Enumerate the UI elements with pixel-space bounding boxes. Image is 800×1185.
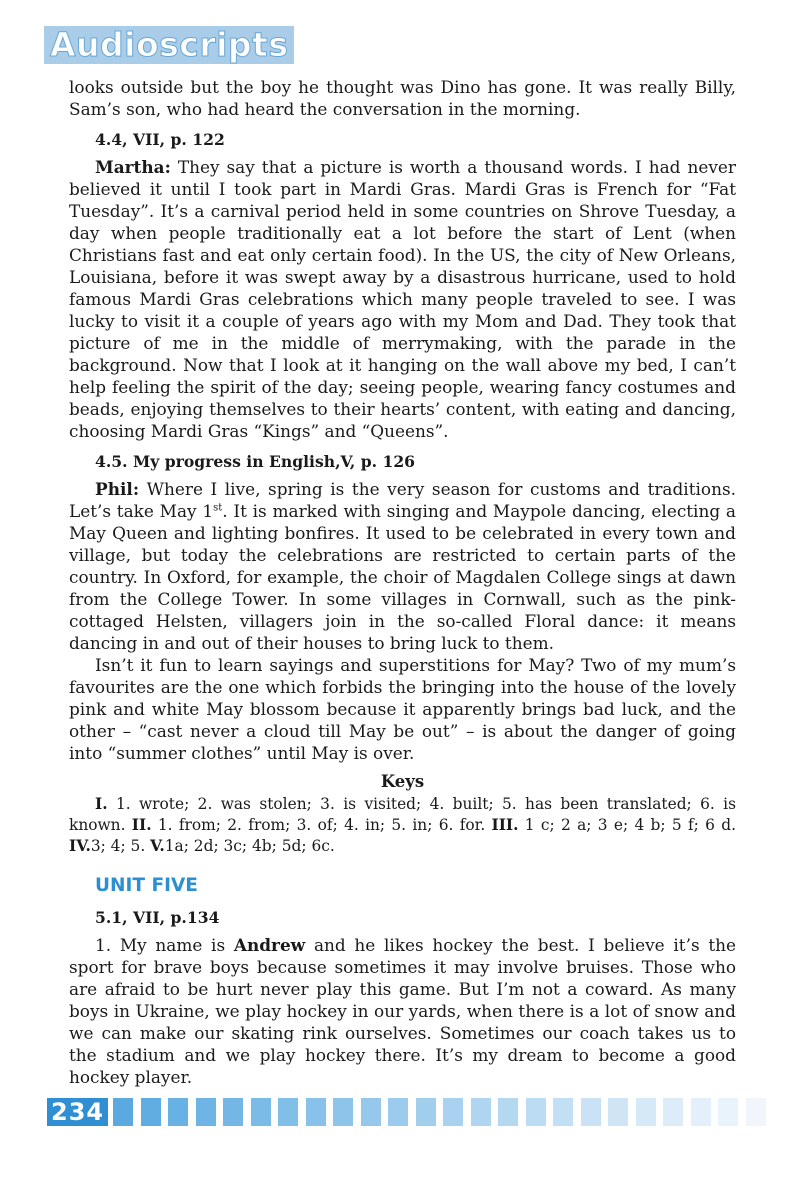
phil-text-sup: st bbox=[213, 502, 223, 514]
martha-text: They say that a picture is worth a thousand words. I had never believed it until I took part in Mardi Gras. Mardi Gras is French for “Fat Tuesday”. It’s a carnival period held in some countries on Shrove Tuesday, a day when people traditionally eat a lot before the start of Lent (when Christians fast and eat only certain food). In the US, the city of New Orleans, Louisiana, before it was swept away by a disastrous hurricane, used to hold famous Mardi Gras celebrations which many people traveled to see. I was lucky to visit it a couple of years ago with my Mom and Dad. They took that picture of me in the middle of merrymaking, with the parade in the background. Now that I look at it hanging on the wall above my bed, I can’t help feeling the spirit of the day; seeing people, wearing fancy costumes and beads, enjoying themselves to their hearts’ content, with eating and dancing, choosing Mardi Gras “Kings” and “Queens”. bbox=[69, 157, 736, 441]
footer-square bbox=[306, 1098, 326, 1126]
footer-square bbox=[498, 1098, 518, 1126]
keys-i-label: I. bbox=[95, 795, 108, 813]
footer-square bbox=[718, 1098, 738, 1126]
phil-text-b: . It is marked with singing and Maypole dancing, electing a May Queen and lighting bonfires. It used to be celebrated in every town and village, but today the celebrations are restricted to certain parts of the country. In Oxford, for example, the choir of Magdalen College sings at dawn from the College Tower. In some villages in Cornwall, such as the pink-cottaged Helsten, villagers join in the so-called Floral dance: it means dancing in and out of their houses to bring luck to them. bbox=[69, 501, 736, 653]
footer-square bbox=[141, 1098, 161, 1126]
footer-square bbox=[278, 1098, 298, 1126]
footer-square bbox=[608, 1098, 628, 1126]
phil-paragraph bbox=[69, 478, 736, 654]
keys-iii-label: III. bbox=[491, 816, 519, 834]
page-header-title: Audioscripts bbox=[44, 26, 294, 64]
keys-ii-label: II. bbox=[131, 816, 152, 834]
martha-paragraph bbox=[69, 156, 736, 442]
footer-square bbox=[471, 1098, 491, 1126]
page-footer bbox=[47, 1098, 757, 1126]
footer-square bbox=[581, 1098, 601, 1126]
section-ref-5-1: 5.1, VII, p.134 bbox=[95, 908, 220, 927]
page-content bbox=[69, 76, 736, 1088]
continuation-paragraph: looks outside but the boy he thought was Dino has gone. It was really Billy, Sam’s son, who had heard the conversation in the morning. bbox=[69, 77, 736, 119]
unit-five-title: UNIT FIVE bbox=[95, 875, 198, 896]
footer-square bbox=[636, 1098, 656, 1126]
keys-iii-text: 1 c; 2 a; 3 e; 4 b; 5 f; 6 d. bbox=[518, 816, 736, 834]
section-ref-4-4: 4.4, VII, p. 122 bbox=[95, 130, 225, 149]
andrew-paragraph bbox=[69, 934, 736, 1088]
footer-square bbox=[113, 1098, 133, 1126]
footer-square bbox=[526, 1098, 546, 1126]
keys-v-label: V. bbox=[150, 837, 165, 855]
footer-square bbox=[168, 1098, 188, 1126]
footer-square bbox=[691, 1098, 711, 1126]
footer-square bbox=[553, 1098, 573, 1126]
footer-square bbox=[251, 1098, 271, 1126]
keys-ii-text: 1. from; 2. from; 3. of; 4. in; 5. in; 6. for. bbox=[151, 816, 492, 834]
keys-paragraph bbox=[69, 794, 736, 857]
footer-square bbox=[223, 1098, 243, 1126]
page-number: 234 bbox=[47, 1098, 108, 1126]
phil-text-a: Where I live, spring is the very season for customs and traditions. Let’s take May 1 bbox=[69, 479, 736, 521]
footer-square bbox=[416, 1098, 436, 1126]
speaker-martha: Martha: bbox=[95, 157, 171, 177]
speaker-phil: Phil: bbox=[95, 479, 140, 499]
footer-square bbox=[196, 1098, 216, 1126]
footer-square bbox=[361, 1098, 381, 1126]
footer-square bbox=[388, 1098, 408, 1126]
keys-i-text: 1. wrote; 2. was stolen; 3. is visited; 4. built; 5. has been translated; 6. is known. bbox=[69, 795, 736, 834]
keys-v-text: 1a; 2d; 3c; 4b; 5d; 6c. bbox=[164, 837, 335, 855]
footer-square bbox=[333, 1098, 353, 1126]
keys-iv-text: 3; 4; 5. bbox=[90, 837, 151, 855]
footer-square bbox=[663, 1098, 683, 1126]
andrew-name: Andrew bbox=[233, 935, 306, 955]
phil-paragraph-2: Isn’t it fun to learn sayings and superstitions for May? Two of my mum’s favourites are the one which forbids the bringing into the house of the lovely pink and white May blossom because it apparently brings bad luck, and the other – “cast never a cloud till May be out” – is about the danger of going into “summer clothes” until May is over. bbox=[69, 655, 736, 763]
section-ref-4-5: 4.5. My progress in English,V, p. 126 bbox=[95, 452, 416, 471]
keys-iv-label: IV. bbox=[69, 837, 91, 855]
footer-square bbox=[443, 1098, 463, 1126]
footer-square bbox=[746, 1098, 766, 1126]
andrew-text-a: 1. My name is bbox=[95, 935, 234, 955]
andrew-text-b: and he likes hockey the best. I believe it’s the sport for brave boys because sometimes it may involve bruises. Those who are afraid to be hurt never play this game. But I’m not a coward. As many boys in Ukraine, we play hockey in our yards, when there is a lot of snow and we can make our skating rink ourselves. Sometimes our coach takes us to the stadium and we play hockey there. It’s my dream to become a good hockey player. bbox=[69, 935, 736, 1087]
keys-heading: Keys bbox=[380, 772, 425, 791]
